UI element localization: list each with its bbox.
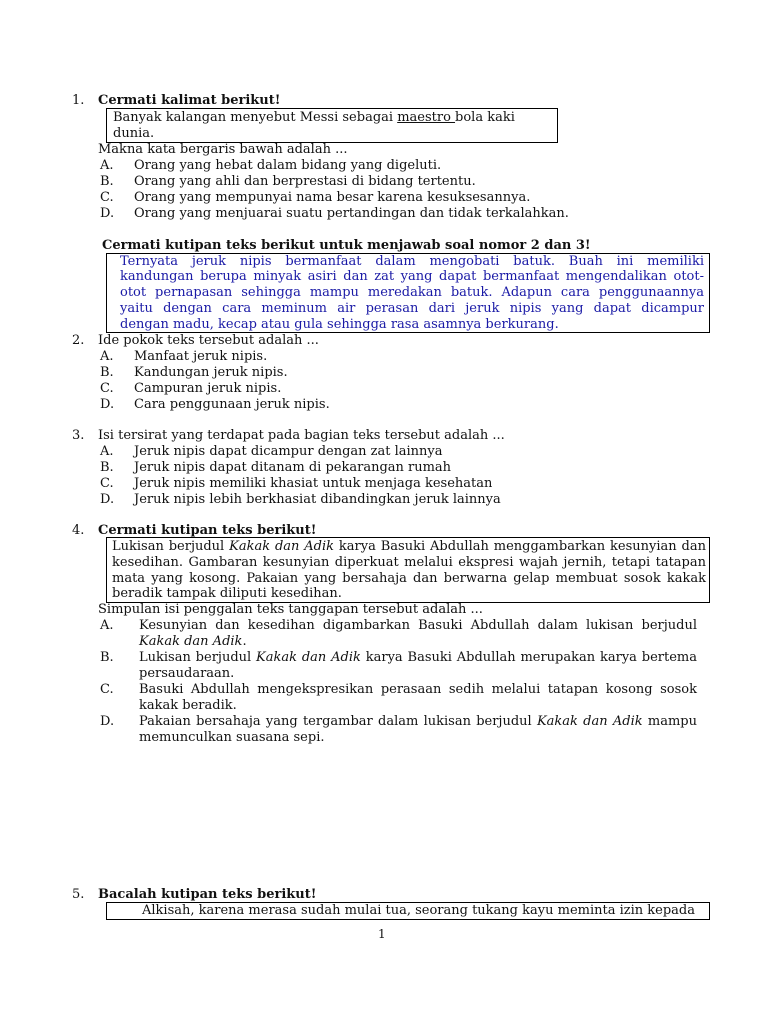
q2-option-letter: A. — [100, 349, 114, 364]
q4-option-d-line2: memunculkan suasana sepi. — [139, 730, 325, 745]
q1-option-letter: A. — [100, 158, 114, 173]
q4-option-c-line2: kakak beradik. — [139, 698, 237, 713]
q1-title: Cermati kalimat berikut! — [98, 93, 281, 108]
q4-quote-line: beradik tampak diliputi kesedihan. — [112, 586, 342, 601]
shared-heading: Cermati kutipan teks berikut untuk menjawab soal nomor 2 dan 3! — [102, 238, 591, 253]
q3-option-letter: C. — [100, 476, 114, 491]
q4-option-letter: D. — [100, 714, 115, 729]
q1-option-letter: D. — [100, 206, 115, 221]
q4-number: 4. — [72, 523, 85, 538]
passage-box — [106, 253, 710, 333]
q4-option-b-post: karya Basuki Abdullah merupakan karya bertema — [360, 650, 697, 665]
q1-option-text: Orang yang hebat dalam bidang yang digeluti. — [134, 158, 442, 173]
passage-line: otot pernapasan sehingga mampu meredakan batuk. Adapun cara penggunaannya — [120, 285, 704, 300]
q4-option-b-line1 — [139, 650, 697, 666]
q4-quote-line: mata yang kosong. Pakaian yang bersahaja dan berwarna gelap membuat sosok kakak — [112, 571, 706, 586]
q5-quote-line: Alkisah, karena merasa sudah mulai tua, seorang tukang kayu meminta izin kepada — [142, 903, 695, 918]
passage-line: dengan madu, kecap atau gula sehingga rasa asamnya berkurang. — [120, 317, 559, 332]
q4-option-b-line2: persaudaraan. — [139, 666, 235, 681]
q2-option-text: Kandungan jeruk nipis. — [134, 365, 288, 380]
q1-option-letter: C. — [100, 190, 114, 205]
q4-quote-post: karya Basuki Abdullah menggambarkan kesunyian dan — [334, 539, 706, 554]
q1-underlined-word: maestro — [397, 110, 456, 125]
q1-option-text: Orang yang mempunyai nama besar karena kesuksesannya. — [134, 190, 531, 205]
q1-number: 1. — [72, 93, 85, 108]
passage-line: yaitu dengan cara meminum air perasan dari jeruk nipis yang dapat dicampur — [120, 301, 704, 316]
q4-quote-line: kesedihan. Gambaran kesunyian diperkuat melalui ekspresi wajah jernih, tetapi tatapan — [112, 555, 706, 570]
q4-option-a-line1: Kesunyian dan kesedihan digambarkan Basuki Abdullah dalam lukisan berjudul — [139, 618, 697, 633]
q4-option-d-title: Kakak dan Adik — [536, 714, 643, 729]
q2-option-letter: C. — [100, 381, 114, 396]
q3-option-text: Jeruk nipis dapat ditanam di pekarangan rumah — [134, 460, 452, 475]
q4-option-d-post: mampu — [642, 714, 697, 729]
q3-option-text: Jeruk nipis dapat dicampur dengan zat lainnya — [134, 444, 443, 459]
q1-option-letter: B. — [100, 174, 114, 189]
q4-quote-line — [112, 539, 706, 555]
q4-title: Cermati kutipan teks berikut! — [98, 523, 317, 538]
q4-option-letter: B. — [100, 650, 114, 665]
q1-quote-box — [106, 108, 558, 143]
q4-quote-box — [106, 537, 710, 603]
q3-number: 3. — [72, 428, 85, 443]
q3-option-letter: A. — [100, 444, 114, 459]
q4-option-a-title: Kakak dan Adik — [139, 634, 243, 649]
q2-option-letter: D. — [100, 397, 115, 412]
q1-option-text: Orang yang ahli dan berprestasi di bidang tertentu. — [134, 174, 476, 189]
passage-line: Ternyata jeruk nipis bermanfaat dalam mengobati batuk. Buah ini memiliki — [120, 254, 704, 269]
q4-option-a-line2 — [139, 634, 247, 650]
q4-option-letter: C. — [100, 682, 114, 697]
q4-painting-title: Kakak dan Adik — [229, 539, 335, 554]
q3-option-text: Jeruk nipis memiliki khasiat untuk menjaga kesehatan — [134, 476, 493, 491]
q1-quote-pre: Banyak kalangan menyebut Messi sebagai — [113, 110, 398, 125]
q2-option-text: Cara penggunaan jeruk nipis. — [134, 397, 330, 412]
q4-option-d-pre: Pakaian bersahaja yang tergambar dalam lukisan berjudul — [139, 714, 537, 729]
q4-option-d-line1 — [139, 714, 697, 730]
q1-quote-post: bola kaki — [455, 110, 515, 125]
q4-option-b-title: Kakak dan Adik — [256, 650, 361, 665]
q5-quote-box — [106, 902, 710, 920]
q4-quote-pre: Lukisan berjudul — [112, 539, 230, 554]
q2-option-text: Manfaat jeruk nipis. — [134, 349, 268, 364]
q3-option-text: Jeruk nipis lebih berkhasiat dibandingkan jeruk lainnya — [134, 492, 501, 507]
q2-question: Ide pokok teks tersebut adalah ... — [98, 333, 319, 348]
q3-option-letter: B. — [100, 460, 114, 475]
q1-quote-line1 — [113, 110, 515, 126]
q3-option-letter: D. — [100, 492, 115, 507]
q4-question: Simpulan isi penggalan teks tanggapan tersebut adalah ... — [98, 602, 483, 617]
q3-question: Isi tersirat yang terdapat pada bagian teks tersebut adalah ... — [98, 428, 505, 443]
q4-option-b-pre: Lukisan berjudul — [139, 650, 257, 665]
q2-option-text: Campuran jeruk nipis. — [134, 381, 282, 396]
q5-number: 5. — [72, 887, 85, 902]
q2-option-letter: B. — [100, 365, 114, 380]
q4-option-a-period: . — [242, 634, 247, 649]
q2-number: 2. — [72, 333, 85, 348]
page-number: 1 — [378, 927, 386, 941]
q1-quote-line2: dunia. — [113, 126, 155, 141]
q1-option-text: Orang yang menjuarai suatu pertandingan dan tidak terkalahkan. — [134, 206, 569, 221]
q4-option-letter: A. — [100, 618, 114, 633]
q5-title: Bacalah kutipan teks berikut! — [98, 887, 317, 902]
q4-option-c-line1: Basuki Abdullah mengekspresikan perasaan sedih melalui tatapan kosong sosok — [139, 682, 697, 697]
passage-line: kandungan berupa minyak asiri dan zat yang dapat bermanfaat mengendalikan otot- — [120, 269, 704, 284]
q1-question: Makna kata bergaris bawah adalah ... — [98, 142, 348, 157]
